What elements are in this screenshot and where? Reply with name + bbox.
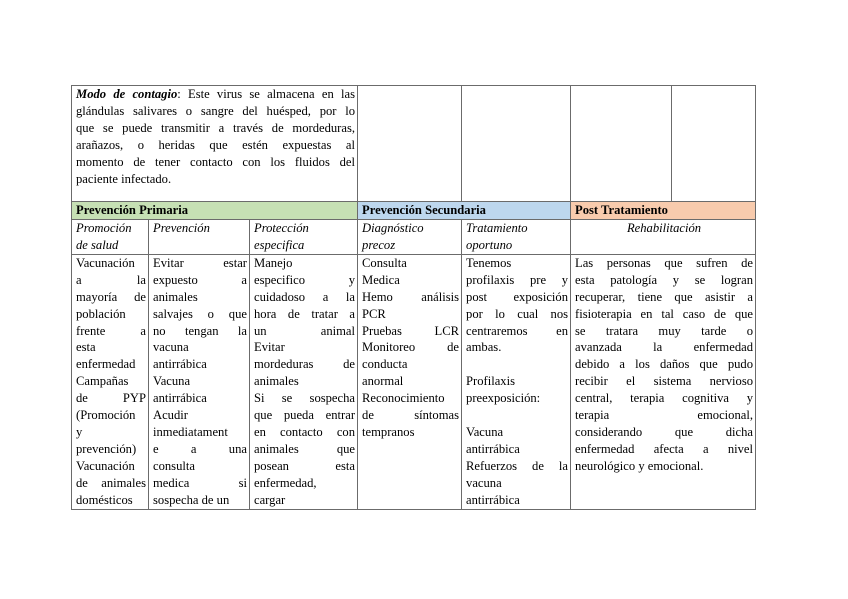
cell-line bbox=[466, 407, 568, 424]
cell-line: tempranos bbox=[362, 424, 415, 439]
cell-line: domésticos bbox=[76, 492, 133, 507]
cell-line: anormal bbox=[362, 374, 404, 389]
cell-line: consulta bbox=[153, 458, 195, 473]
cell-line: de síntomas bbox=[362, 408, 460, 423]
subheader-diagnostico: Diagnóstico precoz bbox=[358, 219, 462, 254]
cell-line: cargar bbox=[254, 492, 286, 507]
cell-line: hora de tratar a bbox=[254, 306, 356, 321]
col-rehabilitacion bbox=[571, 254, 756, 509]
content-row bbox=[72, 254, 756, 509]
contagio-line-3: que se puede transmitir a través de mordeduras, bbox=[76, 120, 356, 135]
contagio-label: Modo de contagio bbox=[76, 87, 178, 101]
contagio-line-5: momento de tener contacto con los fluidos del bbox=[76, 154, 356, 169]
cell-line: posean esta bbox=[254, 458, 356, 473]
col-proteccion bbox=[250, 254, 358, 509]
empty-cell bbox=[571, 86, 672, 202]
cell-line: antirrábica bbox=[153, 391, 207, 406]
subheader-prevencion: Prevención bbox=[149, 219, 250, 254]
col-promocion bbox=[72, 254, 149, 509]
cell-line: Pruebas LCR bbox=[362, 323, 460, 338]
contagio-cell bbox=[72, 86, 358, 202]
cell-line: no tengan la bbox=[153, 323, 247, 338]
cell-line: especifico y bbox=[254, 272, 356, 287]
header-prevencion-primaria: Prevención Primaria bbox=[72, 202, 358, 220]
cell-line: Profilaxis bbox=[466, 374, 515, 389]
empty-cell bbox=[358, 86, 462, 202]
cell-line: a la bbox=[76, 272, 146, 287]
cell-line: Reconocimiento bbox=[362, 391, 445, 406]
cell-line: Evitar estar bbox=[153, 255, 247, 270]
cell-line: vacuna bbox=[466, 475, 502, 490]
cell-line: animales bbox=[254, 374, 299, 389]
cell-line: Las personas que sufren de bbox=[575, 255, 754, 270]
empty-cell bbox=[462, 86, 571, 202]
cell-line: prevención) bbox=[76, 441, 137, 456]
cell-line: vacuna bbox=[153, 340, 189, 355]
cell-line: antirrábica bbox=[153, 357, 207, 372]
cell-line: preexposición: bbox=[466, 391, 541, 406]
cell-line: que pueda entrar bbox=[254, 408, 356, 423]
cell-line: población bbox=[76, 306, 126, 321]
cell-line: fisioterapia en tal caso de que bbox=[575, 306, 754, 321]
cell-line: Campañas bbox=[76, 374, 129, 389]
cell-line: expuesto a bbox=[153, 272, 247, 287]
subheader-promocion: Promoción de salud bbox=[72, 219, 149, 254]
cell-line: Hemo análisis bbox=[362, 289, 460, 304]
cell-line: Medica bbox=[362, 272, 400, 287]
cell-line: salvajes o que bbox=[153, 306, 247, 321]
header-post-tratamiento: Post Tratamiento bbox=[571, 202, 756, 220]
col-tratamiento bbox=[462, 254, 571, 509]
contagio-row bbox=[72, 86, 756, 202]
cell-line: Vacunación bbox=[76, 458, 135, 473]
contagio-line-6: paciente infectado. bbox=[76, 171, 172, 186]
cell-line: inmediatament bbox=[153, 424, 228, 439]
empty-cell bbox=[672, 86, 756, 202]
cell-line: Monitoreo de bbox=[362, 340, 460, 355]
cell-line: e a una bbox=[153, 441, 247, 456]
cell-line: Manejo bbox=[254, 255, 293, 270]
cell-line: enfermedad afecta a nivel bbox=[575, 441, 754, 456]
cell-line: Refuerzos de la bbox=[466, 458, 569, 473]
cell-line: mayoría de bbox=[76, 289, 146, 304]
header-row bbox=[72, 202, 756, 220]
cell-line: por lo cual nos bbox=[466, 306, 569, 321]
cell-line: post exposición bbox=[466, 289, 569, 304]
cell-line: de PYP bbox=[76, 391, 146, 406]
cell-line: PCR bbox=[362, 306, 386, 321]
cell-line: profilaxis pre y bbox=[466, 272, 569, 287]
contagio-line-2: glándulas salivares o sangre del huésped, por lo bbox=[76, 103, 356, 118]
cell-line: central, terapia cognitiva y bbox=[575, 391, 754, 406]
cell-line: esta bbox=[76, 340, 96, 355]
cell-line: medica si bbox=[153, 475, 247, 490]
contagio-line-1: Modo de contagio: Este virus se almacena en las bbox=[76, 87, 356, 101]
cell-line: Acudir bbox=[153, 408, 188, 423]
cell-line: Vacuna bbox=[153, 374, 191, 389]
header-prevencion-secundaria: Prevención Secundaria bbox=[358, 202, 571, 220]
cell-line: y bbox=[76, 424, 83, 439]
cell-line: neurológico y emocional. bbox=[575, 458, 704, 473]
cell-line: ambas. bbox=[466, 340, 502, 355]
cell-line: esta patología y se logran bbox=[575, 272, 754, 287]
contagio-line-4: arañazos, o heridas que estén expuestas al bbox=[76, 137, 356, 152]
cell-line: antirrábica bbox=[466, 492, 520, 507]
subheader-rehabilitacion: Rehabilitación bbox=[571, 219, 756, 254]
cell-line: terapia emocional, bbox=[575, 408, 754, 423]
cell-line: un animal bbox=[254, 323, 356, 338]
cell-line: Vacunación bbox=[76, 255, 135, 270]
subheader-tratamiento: Tratamiento oportuno bbox=[462, 219, 571, 254]
cell-line: centraremos en bbox=[466, 323, 569, 338]
cell-line: Consulta bbox=[362, 255, 407, 270]
cell-line: animales que bbox=[254, 441, 356, 456]
cell-line: frente a bbox=[76, 323, 146, 338]
cell-line: (Promoción bbox=[76, 408, 136, 423]
cell-line: Vacuna bbox=[466, 424, 504, 439]
cell-line: debido a los daños que pudo bbox=[575, 357, 754, 372]
cell-line: Si se sospecha bbox=[254, 391, 356, 406]
cell-line: considerando que dicha bbox=[575, 424, 754, 439]
cell-line: se tratara muy tarde o bbox=[575, 323, 754, 338]
cell-line: en contacto con bbox=[254, 424, 356, 439]
cell-line: recibir el sistema nervioso bbox=[575, 374, 754, 389]
subheader-row bbox=[72, 219, 756, 254]
cell-line: Evitar bbox=[254, 340, 285, 355]
cell-line: antirrábica bbox=[466, 441, 520, 456]
cell-line: enfermedad bbox=[76, 357, 136, 372]
cell-line: mordeduras de bbox=[254, 357, 356, 372]
cell-line: conducta bbox=[362, 357, 408, 372]
cell-line: animales bbox=[153, 289, 198, 304]
cell-line bbox=[466, 356, 568, 373]
subheader-proteccion: Protección especifica bbox=[250, 219, 358, 254]
cell-line: avanzada la enfermedad bbox=[575, 340, 754, 355]
cell-line: cuidadoso a la bbox=[254, 289, 356, 304]
cell-line: enfermedad, bbox=[254, 475, 317, 490]
prevention-table bbox=[71, 85, 756, 510]
cell-line: sospecha de un bbox=[153, 492, 230, 507]
col-prevencion bbox=[149, 254, 250, 509]
cell-line: de animales bbox=[76, 475, 146, 490]
cell-line: Tenemos bbox=[466, 255, 512, 270]
cell-line: recuperar, tiene que asistir a bbox=[575, 289, 754, 304]
col-diagnostico bbox=[358, 254, 462, 509]
